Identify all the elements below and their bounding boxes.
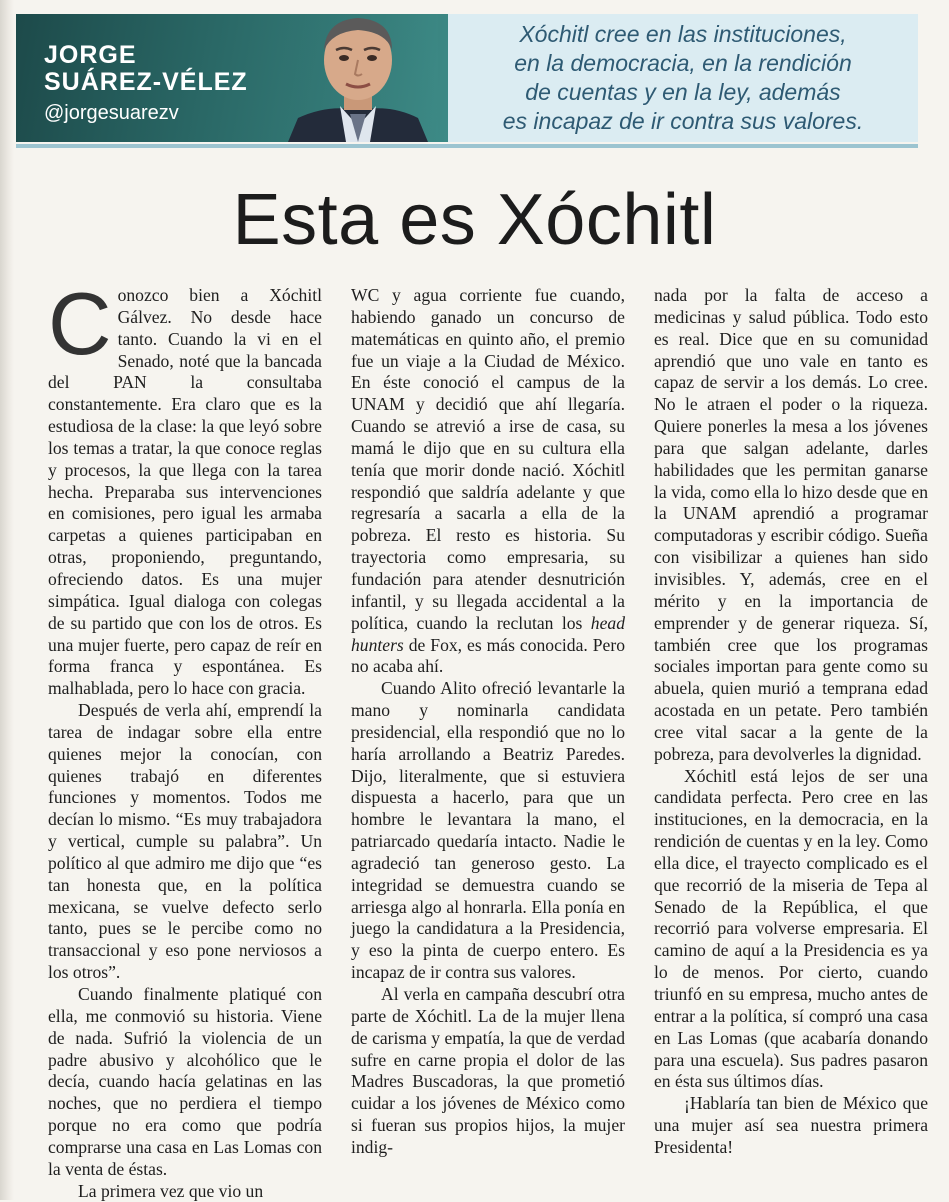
column-2 bbox=[351, 285, 625, 1185]
column-header bbox=[16, 14, 918, 142]
article-body bbox=[48, 274, 928, 1201]
author-photo bbox=[278, 14, 438, 142]
header-divider bbox=[16, 144, 918, 148]
paragraph: Cuando Alito ofreció levantarle la mano y nominarla candidata presidencial, ella respondió que no lo haría arrollando a Beatriz Paredes. Dijo, literalmente, que si estuviera dispuesta a hacerlo, para que un hombre le levantara la mano, el patriarcado quedaría intacto. Nadie le agradeció tan generoso gesto. La integridad se demuestra cuando se arriesga algo al honrarla. Ella ponía en juego la candidatura a la Presidencia, y eso la pinta de cuerpo entero. Es incapaz de ir contra sus valores. bbox=[351, 678, 625, 983]
author-name: JORGE SUÁREZ-VÉLEZ bbox=[44, 41, 248, 96]
paragraph: nada por la falta de acceso a medicinas y salud pública. Todo esto es real. Dice que en su comunidad aprendió que uno vale en tanto es capaz de servir a los demás. Lo cree. No le atraen el poder o la riqueza. Quiere ponerles la mesa a los jóvenes para que salgan adelante, darles habilidades que les permitan ganarse la vida, como ella lo hizo desde que en la UNAM aprendió a programar computadoras y escribir código. Sueña con visibilizar a quienes han sido invisibles. Y, además, cree en el mérito y en la importancia de emprender y de generar riqueza. Sí, también cree que los programas sociales importan para gente como su abuela, quien murió a temprana edad acostada en un petate. Pero también cree vital sacar a la gente de la pobreza, para devolverles la dignidad. bbox=[654, 285, 928, 764]
paragraph-text: onozco bien a Xóchitl Gálvez. No desde hace tanto. Cuando la vi en el Senado, noté que la bancada del PAN la consultaba constantemente. Era claro que es la estudiosa de la clase: la que leyó sobre los temas a tratar, la que conoce reglas y procesos, la que llega con la tarea hecha. Preparaba sus intervenciones en comisiones, pero igual les armaba carpetas a quienes participaban en otras, proponiendo, preguntando, ofreciendo datos. Es una mujer simpática. Igual dialoga con colegas de su partido que con los de otros. Es una mujer fuerte, pero capaz de reír en forma franca y espontánea. Es malhablada, pero lo hace con gracia. bbox=[48, 285, 322, 699]
pull-quote-box bbox=[448, 14, 918, 142]
paragraph: ¡Hablaría tan bien de México que una mujer así sea nuestra primera Presidenta! bbox=[654, 1093, 928, 1157]
pull-quote: Xóchitl cree en las instituciones, en la democracia, en la rendición de cuentas y en la ley, además es incapaz de ir contra sus valores. bbox=[502, 21, 864, 134]
drop-cap: C bbox=[48, 274, 112, 373]
paragraph: La primera vez que vio un bbox=[78, 1180, 264, 1201]
italic-term: head hunters bbox=[351, 612, 625, 655]
paragraph: Al verla en campaña descubrí otra parte de Xóchitl. La de la mujer llena de carisma y empatía, la que de verdad sufre en carne propia el dolor de las Madres Buscadoras, la que prometió cuidar a los jóvenes de México como si fueran sus propios hijos, la mujer indig- bbox=[351, 984, 625, 1157]
paragraph bbox=[351, 285, 625, 678]
paragraph: Xóchitl está lejos de ser una candidata perfecta. Pero cree en las instituciones, en la democracia, en la rendición de cuentas y en la ley. Como ella dice, el trayecto complicado es el que recorrió de la miseria de Tepa al Senado de la República, el que recorrió para volverse empresaria. El camino de aquí a la Presidencia es ya lo de menos. Por cierto, cuando triunfó en su empresa, mucho antes de entrar a la política, sí compró una casa en Las Lomas (que acabaría donando para una escuela). Sus padres pasaron en ésta sus últimos días. bbox=[654, 765, 928, 1092]
author-banner bbox=[16, 14, 448, 142]
column-1 bbox=[48, 274, 322, 1201]
paragraph bbox=[48, 274, 322, 700]
article-title: Esta es Xóchitl bbox=[232, 180, 717, 260]
paragraph-text: de Fox, es más conocida. Pero no acaba ahí. bbox=[351, 634, 625, 677]
author-handle: @jorgesuarezv bbox=[44, 102, 179, 124]
paragraph: Cuando finalmente platiqué con ella, me conmovió su historia. Viene de nada. Sufrió la violencia de un padre abusivo y alcohólico que le decía, cuando hacía gelatinas en las noches, que no perdiera el tiempo porque no era como que podría comprarse una casa en Las Lomas con la venta de éstas. bbox=[48, 984, 322, 1179]
column-3 bbox=[654, 285, 928, 1185]
paragraph: Después de verla ahí, emprendí la tarea de indagar sobre ella entre quienes mejor la conocían, con quienes trabajó en diferentes funciones y momentos. Todos me decían lo mismo. “Es muy trabajadora y vertical, cumple su palabra”. Un político al que admiro me dijo que “es tan honesta que, en la política mexicana, se vuelve defecto serlo tanto, pues se le percibe como no transaccional y eso pone nerviosos a los otros”. bbox=[48, 700, 322, 983]
paragraph-text: WC y agua corriente fue cuando, habiendo ganado un concurso de matemáticas en quinto año, el premio fue un viaje a la Ciudad de México. En éste conoció el campus de la UNAM y decidió que ahí llegaría. Cuando se atrevió a irse de casa, su mamá le dijo que en su cultura ella tenía que morir donde nació. Xóchitl respondió que saldría adelante y que regresaría a sacarla a ella de la pobreza. El resto es historia. Su trayectoria como empresaria, su fundación para atender desnutrición infantil, y su llegada accidental a la política, cuando la reclutan los bbox=[351, 285, 625, 633]
